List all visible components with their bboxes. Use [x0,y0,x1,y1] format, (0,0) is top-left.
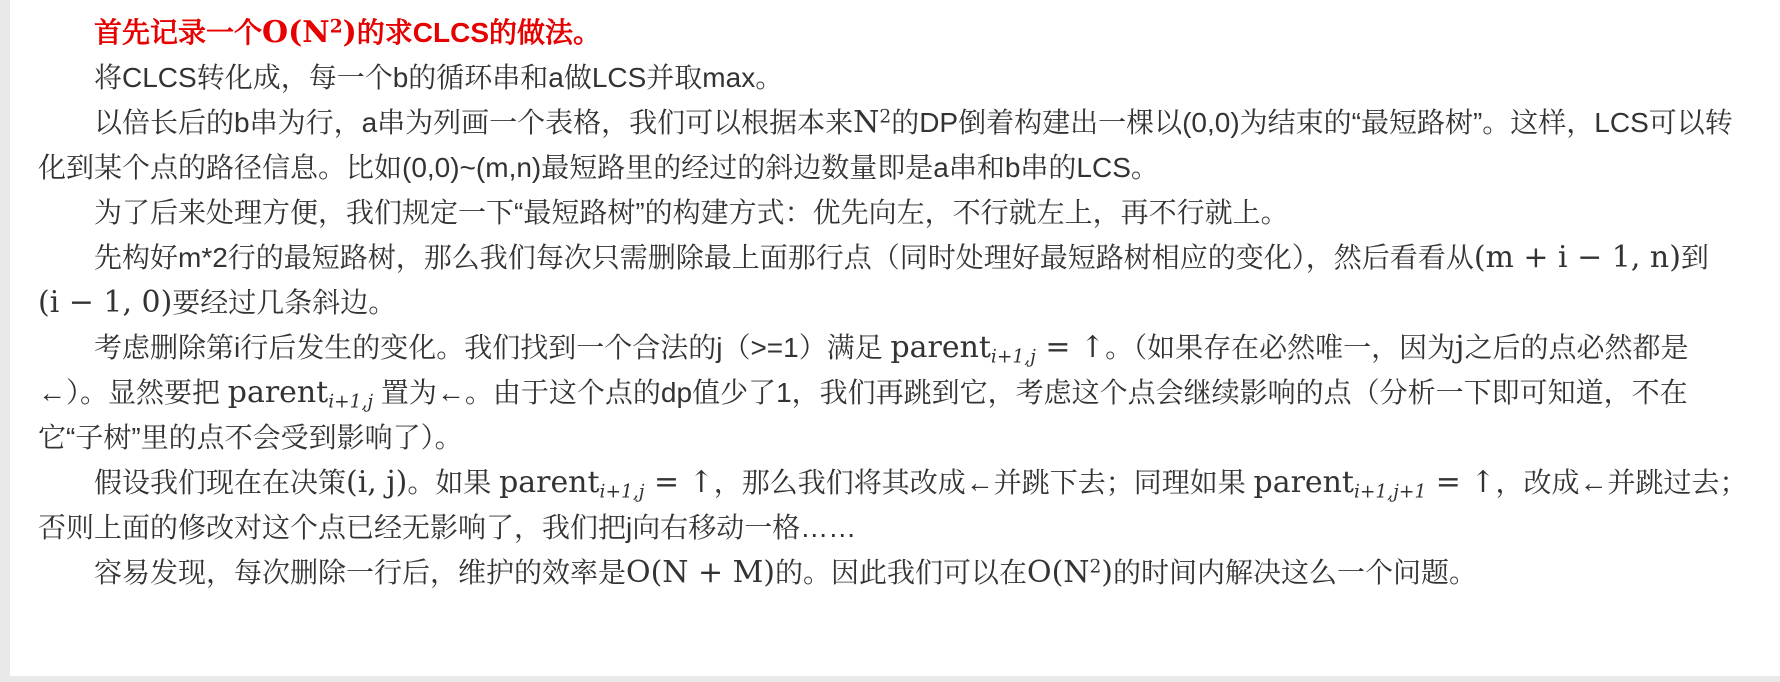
paragraph [38,235,1752,325]
paragraph [38,190,1752,235]
page-bottom-edge [0,676,1780,682]
math-inline: (m + i − 1, n) [1473,240,1681,275]
math-inline: parent$_{i+1,j+1}$ = ↑ [1253,465,1496,503]
text-run: ，改成←并跳过去；否则上面的修改对这个点已经无影响了，我们把j向右移动一格…… [38,467,1748,543]
math-inline: (i, j) [346,465,408,500]
text-run: 。如果 [407,467,500,498]
math-inline: O(N + M) [626,555,775,590]
paragraph [38,550,1752,595]
text-run: 到 [1680,242,1709,273]
text-run: 的时间内解决这么一个问题。 [1112,557,1477,588]
paragraph [38,100,1752,190]
text-run: 考虑删除第i行后发生的变化。我们找到一个合法的j（>=1）满足 [94,332,891,363]
math-inline: parent$_{i+1,j}$ = ↑ [499,465,714,503]
math-inline: (i − 1, 0) [38,285,173,320]
text-run: 先构好m*2行的最短路树，那么我们每次只需删除最上面那行点（同时处理好最短路树相应的变化），然后看看从 [94,242,1474,273]
math-inline: parent$_{i+1,j}$ = ↑ [890,330,1106,368]
text-run: 首先记录一个 [94,17,263,48]
text-run: 假设我们现在在决策 [94,467,347,498]
text-run: 的DP倒着构建出一棵以(0,0)为结束的“最短路树”。这样，LCS可以转化到某个点的路径信息。比如(0,0)~(m,n)最短路里的经过的斜边数量即是a串和b串的LCS。 [38,107,1733,183]
text-run: 。（如果存在必然唯一，因为 [1105,332,1456,363]
paragraph [38,460,1752,550]
text-run: 将CLCS转化成，每一个b的循环串和a做LCS并取max。 [94,62,784,93]
math-inline: parent$_{i+1,j}$ [227,375,374,413]
paragraph [38,55,1752,100]
math-inline: $O(N^2)$ [1027,555,1113,590]
math-inline: $O(N^2)$ [262,15,357,50]
text-run: 容易发现，每次删除一行后，维护的效率是 [94,557,627,588]
text-run: 的。因此我们可以在 [774,557,1027,588]
text-run: 之后的点必然都是←）。显然要把 [38,332,1689,408]
text-run: 置为←。由于这个点的dp值少了1，我们再跳到它，考虑这个点会继续影响的点（分析一下即可知道，不在它“子树”里的点不会受到影响了）。 [38,377,1688,453]
math-inline: $N^2$ [853,105,892,140]
text-run: 以倍长后的b串为行，a串为列画一个表格，我们可以根据本来 [94,107,854,138]
math-inline: j [1455,330,1465,365]
heading-paragraph [38,10,1752,55]
paragraph [38,325,1752,460]
text-run: ，那么我们将其改成←并跳下去；同理如果 [713,467,1254,498]
text-run: 要经过几条斜边。 [172,287,397,318]
text-run: 的求CLCS的做法。 [356,17,602,48]
text-run: 为了后来处理方便，我们规定一下“最短路树”的构建方式：优先向左，不行就左上，再不行就上。 [94,197,1289,228]
